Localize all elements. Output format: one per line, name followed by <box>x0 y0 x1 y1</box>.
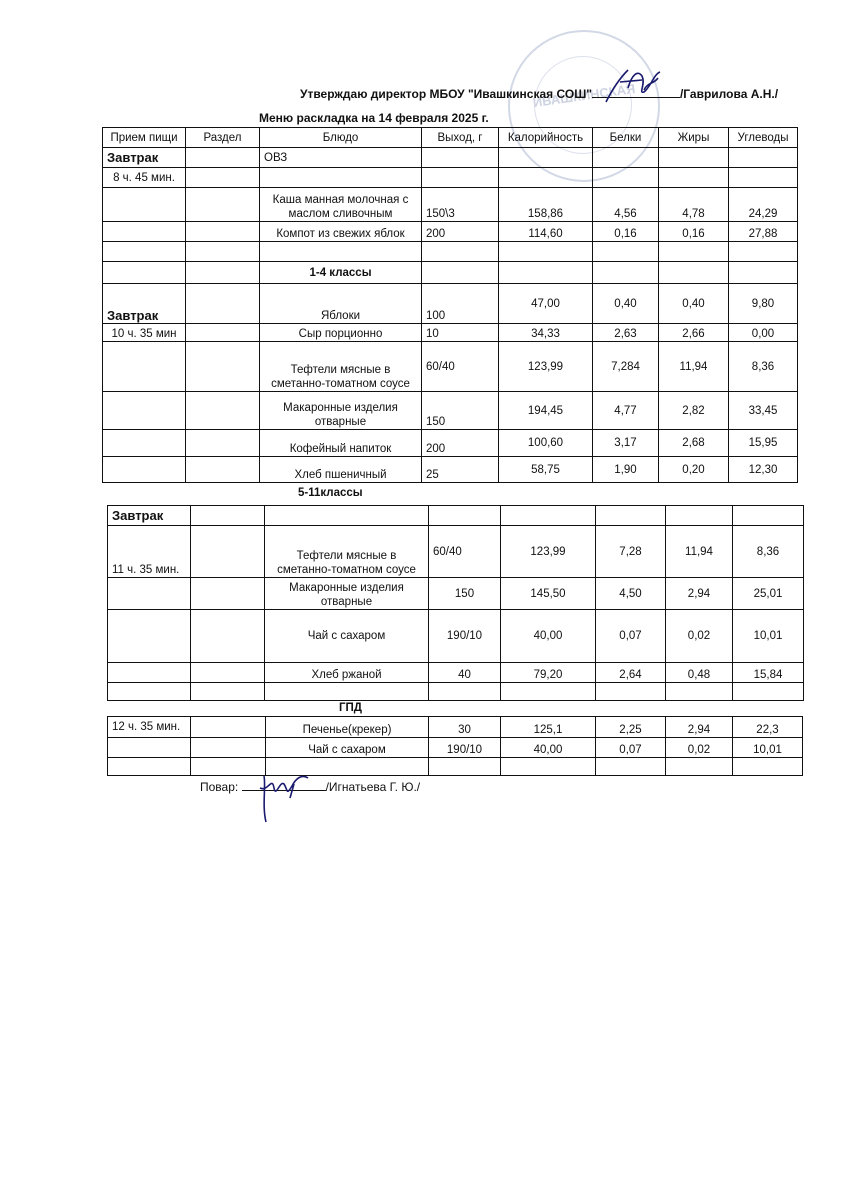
dish-fat: 2,66 <box>659 324 729 342</box>
table-row <box>103 188 798 222</box>
dish-carbs: 15,84 <box>733 663 804 683</box>
dish-kcal: 194,45 <box>499 392 593 430</box>
approval-line <box>300 87 778 101</box>
dish-output: 150 <box>422 392 499 430</box>
dish-protein: 1,90 <box>593 457 659 483</box>
dish-output: 25 <box>422 457 499 483</box>
dish-name: Тефтели мясные в сметанно-томатном соусе <box>260 342 422 392</box>
dish-name: Сыр порционно <box>260 324 422 342</box>
dish-carbs: 22,3 <box>733 717 803 738</box>
dish-protein: 7,284 <box>593 342 659 392</box>
dish-kcal: 40,00 <box>501 738 596 758</box>
dish-kcal: 79,20 <box>501 663 596 683</box>
table-row <box>108 526 804 578</box>
dish-carbs: 8,36 <box>729 342 798 392</box>
group-label: ОВЗ <box>260 148 422 168</box>
table-row <box>103 430 798 457</box>
table-row <box>108 758 803 776</box>
dish-fat: 11,94 <box>666 526 733 578</box>
table-row <box>103 392 798 430</box>
dish-fat: 0,48 <box>666 663 733 683</box>
dish-protein: 3,17 <box>593 430 659 457</box>
col-header: Прием пищи <box>103 128 186 148</box>
dish-kcal: 34,33 <box>499 324 593 342</box>
meal-label: Завтрак <box>103 284 186 324</box>
col-header: Жиры <box>659 128 729 148</box>
table-row <box>108 717 803 738</box>
dish-kcal: 58,75 <box>499 457 593 483</box>
dish-kcal: 158,86 <box>499 188 593 222</box>
dish-output: 190/10 <box>429 610 501 663</box>
dish-carbs: 24,29 <box>729 188 798 222</box>
dish-protein: 0,07 <box>596 610 666 663</box>
dish-carbs: 15,95 <box>729 430 798 457</box>
table-row <box>108 610 804 663</box>
table-row <box>103 148 798 168</box>
dish-name: Макаронные изделия отварные <box>260 392 422 430</box>
dish-carbs: 27,88 <box>729 222 798 242</box>
dish-kcal: 145,50 <box>501 578 596 610</box>
col-header: Углеводы <box>729 128 798 148</box>
dish-carbs: 33,45 <box>729 392 798 430</box>
table-row <box>103 342 798 392</box>
dish-name: Кофейный напиток <box>260 430 422 457</box>
dish-fat: 2,68 <box>659 430 729 457</box>
dish-fat: 2,82 <box>659 392 729 430</box>
dish-kcal: 40,00 <box>501 610 596 663</box>
table-row <box>103 242 798 262</box>
dish-fat: 11,94 <box>659 342 729 392</box>
dish-fat: 0,20 <box>659 457 729 483</box>
dish-protein: 2,63 <box>593 324 659 342</box>
dish-fat: 4,78 <box>659 188 729 222</box>
dish-protein: 4,56 <box>593 188 659 222</box>
dish-fat: 2,94 <box>666 578 733 610</box>
dish-fat: 0,40 <box>659 284 729 324</box>
dish-name: Тефтели мясные в сметанно-томатном соусе <box>265 526 429 578</box>
meal-time: 12 ч. 35 мин. <box>108 717 191 738</box>
dish-protein: 4,77 <box>593 392 659 430</box>
meal-time: 11 ч. 35 мин. <box>108 526 191 578</box>
col-header: Блюдо <box>260 128 422 148</box>
col-header: Раздел <box>186 128 260 148</box>
dish-output: 60/40 <box>422 342 499 392</box>
section-title: ГПД <box>339 702 362 714</box>
dish-output: 40 <box>429 663 501 683</box>
director-signature <box>598 64 668 108</box>
dish-output: 150\3 <box>422 188 499 222</box>
dish-kcal: 100,60 <box>499 430 593 457</box>
table-row <box>103 222 798 242</box>
dish-protein: 2,64 <box>596 663 666 683</box>
table-row <box>103 262 798 284</box>
dish-kcal: 114,60 <box>499 222 593 242</box>
dish-carbs: 9,80 <box>729 284 798 324</box>
meal-time: 10 ч. 35 мин <box>103 324 186 342</box>
cook-name: /Игнатьева Г. Ю./ <box>325 780 421 794</box>
dish-name: Чай с сахаром <box>266 738 429 758</box>
meal-time: 8 ч. 45 мин. <box>103 168 186 188</box>
cook-label: Повар: <box>200 780 239 794</box>
col-header: Белки <box>593 128 659 148</box>
stamp-text: ИВАШКИНСКАЯ <box>531 80 637 111</box>
table-row <box>103 457 798 483</box>
section-title: 5-11классы <box>298 487 363 499</box>
table-header-row <box>103 128 798 148</box>
approver-name: /Гаврилова А.Н./ <box>679 87 779 101</box>
dish-protein: 7,28 <box>596 526 666 578</box>
cook-signature <box>250 766 320 826</box>
dish-name: Хлеб пшеничный <box>260 457 422 483</box>
table-row <box>103 324 798 342</box>
meal-label: Завтрак <box>108 506 191 526</box>
table-row <box>108 506 804 526</box>
dish-output: 30 <box>429 717 501 738</box>
section-title: 1-4 классы <box>260 262 422 284</box>
table-row <box>108 578 804 610</box>
dish-output: 200 <box>422 222 499 242</box>
menu-title: Меню раскладка на 14 февраля 2025 г. <box>259 111 489 125</box>
dish-carbs: 12,30 <box>729 457 798 483</box>
dish-kcal: 125,1 <box>501 717 596 738</box>
dish-kcal: 47,00 <box>499 284 593 324</box>
dish-output: 100 <box>422 284 499 324</box>
dish-name: Компот из свежих яблок <box>260 222 422 242</box>
dish-protein: 4,50 <box>596 578 666 610</box>
table-row <box>103 168 798 188</box>
table-row <box>103 284 798 324</box>
table-row <box>108 663 804 683</box>
dish-name: Макаронные изделия отварные <box>265 578 429 610</box>
dish-protein: 0,07 <box>596 738 666 758</box>
dish-fat: 0,02 <box>666 738 733 758</box>
dish-name: Хлеб ржаной <box>265 663 429 683</box>
table-row <box>108 683 804 701</box>
dish-fat: 0,16 <box>659 222 729 242</box>
dish-output: 60/40 <box>429 526 501 578</box>
dish-fat: 0,02 <box>666 610 733 663</box>
menu-table-main <box>102 127 798 483</box>
col-header: Выход, г <box>422 128 499 148</box>
dish-protein: 0,16 <box>593 222 659 242</box>
dish-name: Печенье(крекер) <box>266 717 429 738</box>
approve-text: Утверждаю директор МБОУ "Ивашкинская СОШ" <box>300 87 592 101</box>
dish-name: Чай с сахаром <box>265 610 429 663</box>
dish-protein: 2,25 <box>596 717 666 738</box>
dish-carbs: 8,36 <box>733 526 804 578</box>
dish-kcal: 123,99 <box>501 526 596 578</box>
dish-protein: 0,40 <box>593 284 659 324</box>
table-row <box>108 738 803 758</box>
dish-carbs: 0,00 <box>729 324 798 342</box>
menu-table-5-11 <box>107 505 804 701</box>
dish-name: Яблоки <box>260 284 422 324</box>
dish-carbs: 10,01 <box>733 610 804 663</box>
dish-fat: 2,94 <box>666 717 733 738</box>
dish-carbs: 25,01 <box>733 578 804 610</box>
dish-output: 150 <box>429 578 501 610</box>
col-header: Калорийность <box>499 128 593 148</box>
menu-table-gpd <box>107 716 803 776</box>
meal-label: Завтрак <box>103 148 186 168</box>
dish-carbs: 10,01 <box>733 738 803 758</box>
dish-kcal: 123,99 <box>499 342 593 392</box>
dish-output: 190/10 <box>429 738 501 758</box>
dish-name: Каша манная молочная с маслом сливочным <box>260 188 422 222</box>
dish-output: 10 <box>422 324 499 342</box>
dish-output: 200 <box>422 430 499 457</box>
